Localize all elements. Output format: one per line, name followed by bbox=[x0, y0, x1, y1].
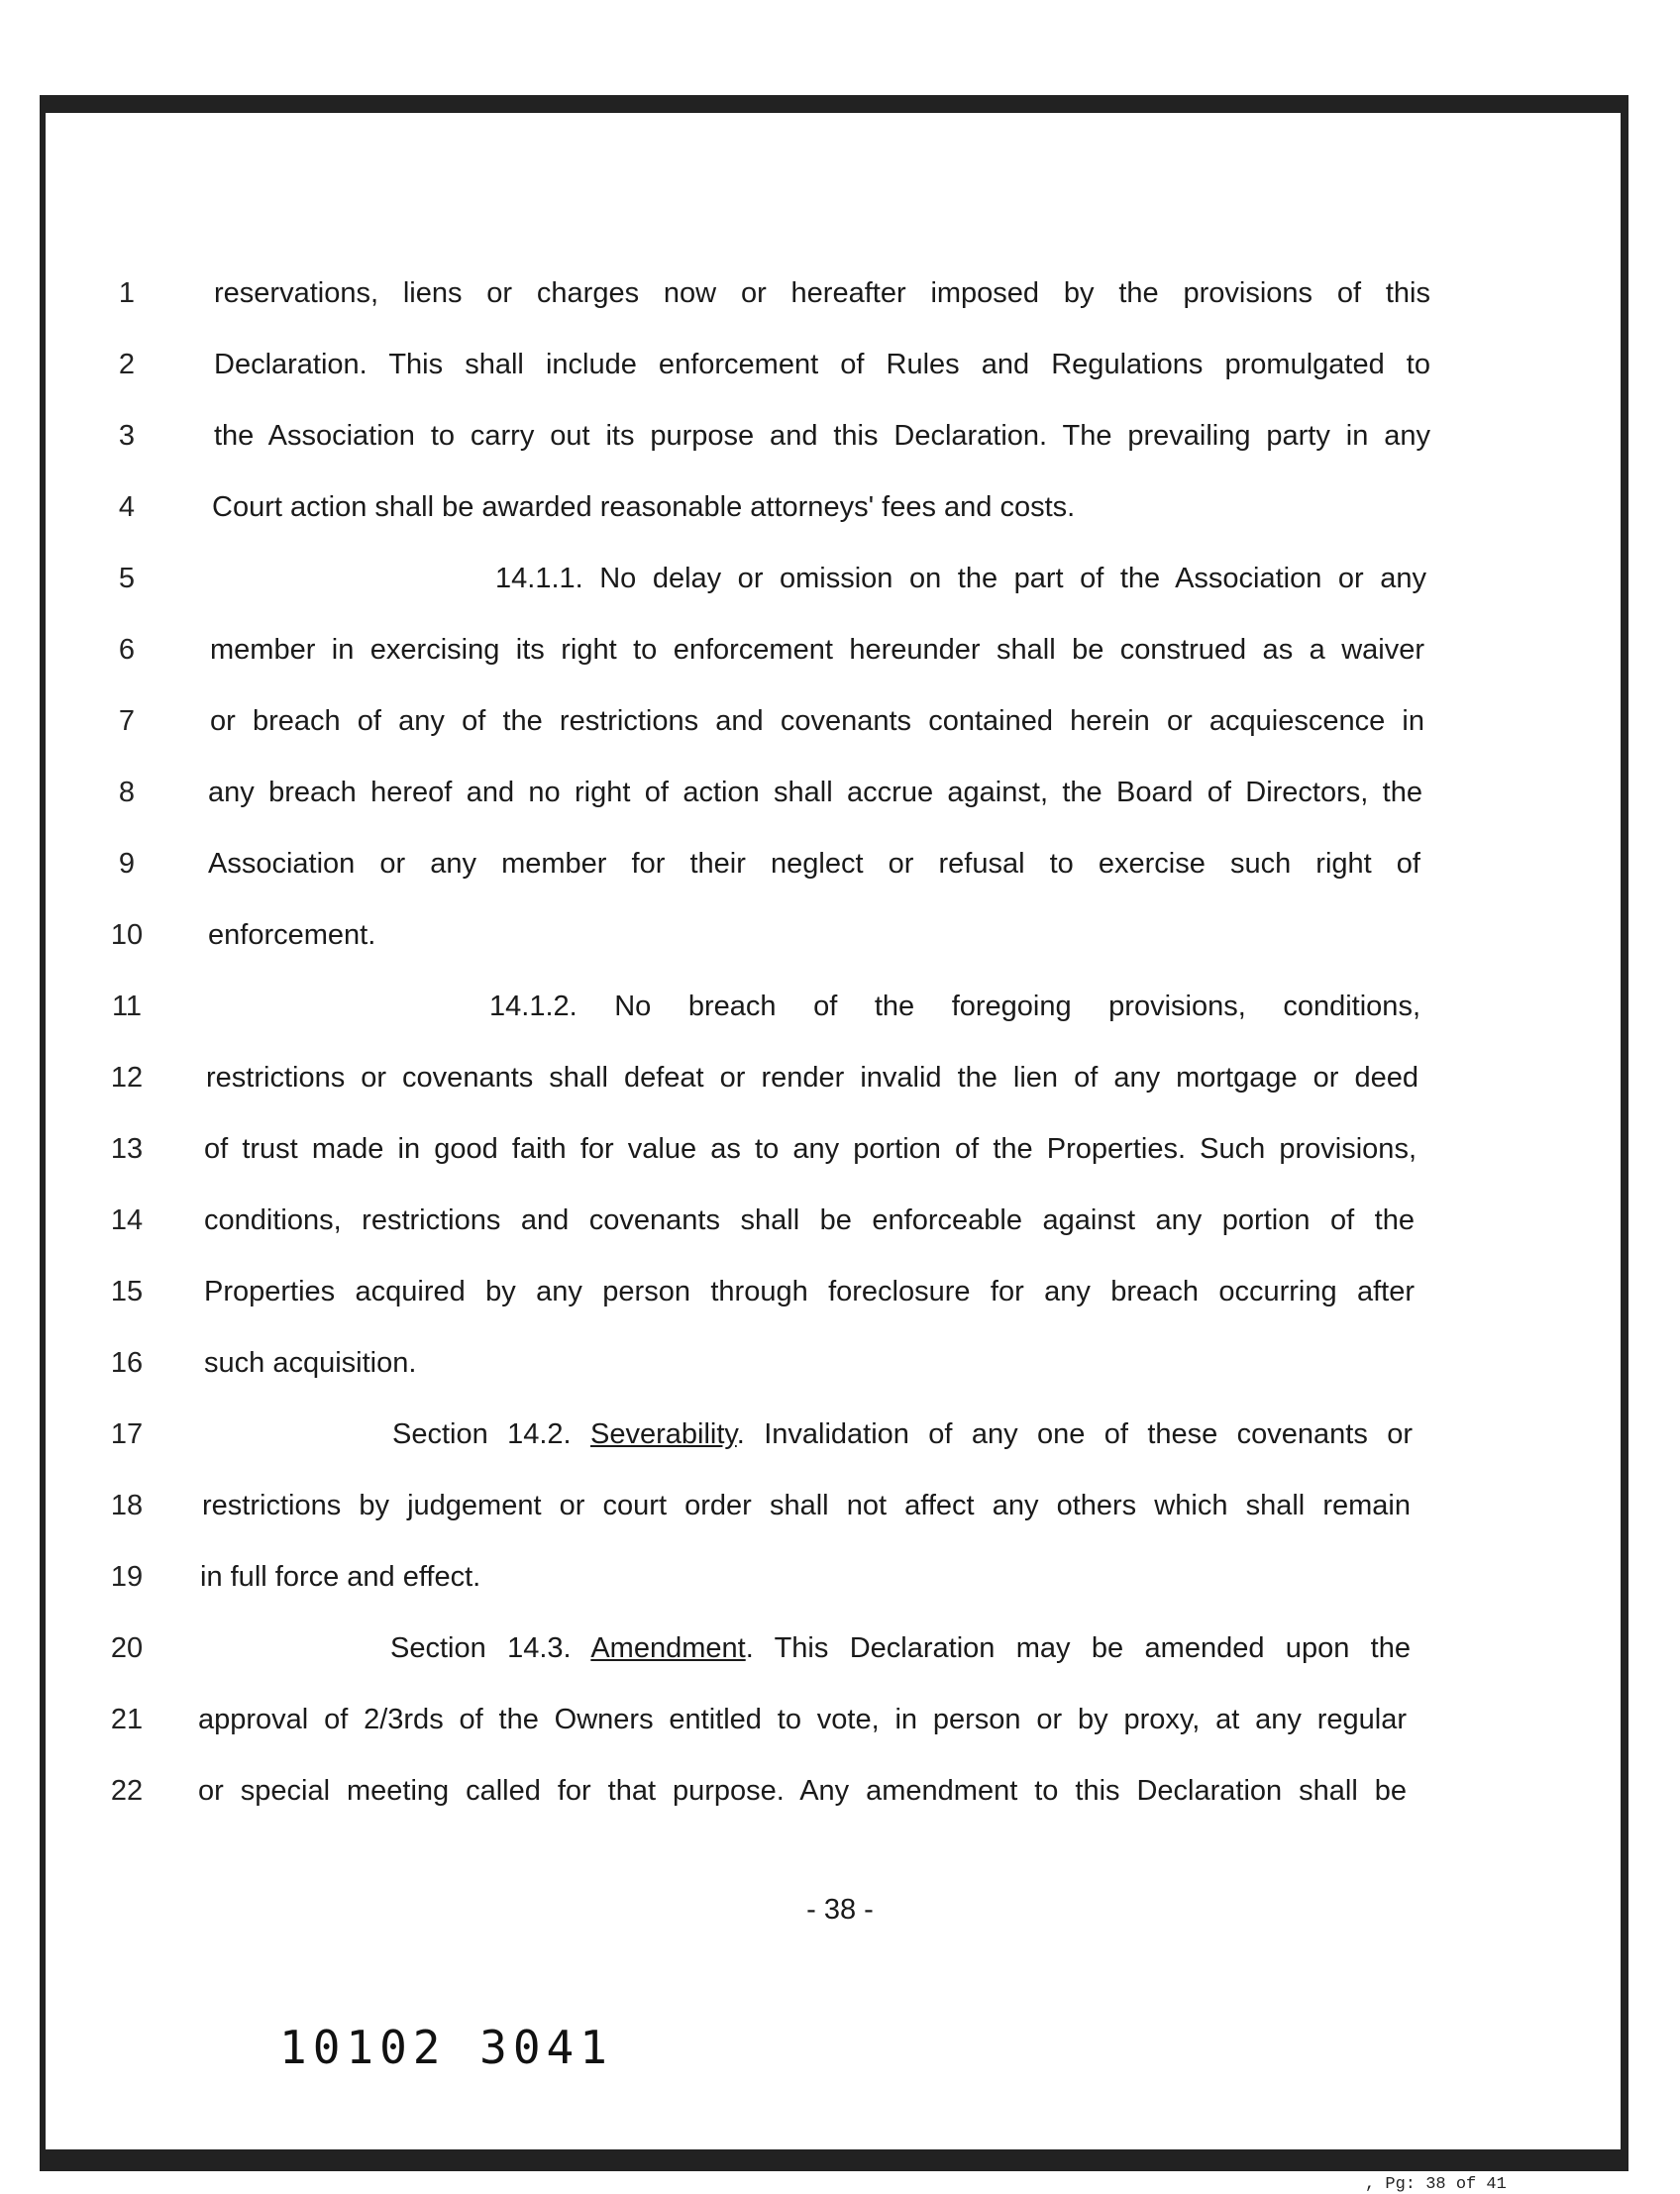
text-line bbox=[0, 273, 1680, 313]
line-number: 13 bbox=[110, 1133, 144, 1165]
text-line bbox=[0, 1700, 1680, 1739]
line-text: of trust made in good faith for value as to any portion of the Properties. Such provisions, bbox=[204, 1133, 1417, 1165]
text-line bbox=[0, 345, 1680, 384]
text-line bbox=[0, 1058, 1680, 1097]
line-text: 14.1.2. No breach of the foregoing provisions, conditions, bbox=[489, 991, 1420, 1022]
line-number: 5 bbox=[118, 563, 136, 594]
line-text: or special meeting called for that purpose. Any amendment to this Declaration shall be bbox=[198, 1775, 1407, 1807]
line-number: 15 bbox=[110, 1276, 144, 1307]
text-line bbox=[0, 773, 1680, 812]
page-count-label: , Pg: 38 of 41 bbox=[1365, 2175, 1507, 2194]
line-number: 18 bbox=[110, 1490, 144, 1521]
section-text: . Invalidation of any one of these covenants or bbox=[736, 1418, 1414, 1450]
line-number: 16 bbox=[110, 1347, 144, 1379]
line-number: 12 bbox=[110, 1062, 144, 1094]
line-number: 8 bbox=[118, 777, 136, 808]
page-number: - 38 - bbox=[806, 1894, 874, 1926]
line-number: 6 bbox=[118, 634, 136, 666]
text-line bbox=[0, 1343, 1680, 1383]
line-number: 21 bbox=[110, 1704, 144, 1735]
line-text: Court action shall be awarded reasonable attorneys' fees and costs. bbox=[212, 491, 1076, 523]
line-number: 2 bbox=[118, 349, 136, 380]
line-number: 20 bbox=[110, 1632, 144, 1664]
text-line bbox=[0, 987, 1680, 1026]
line-number: 4 bbox=[118, 491, 136, 523]
scan-border-bottom bbox=[40, 2149, 1627, 2171]
text-line bbox=[0, 915, 1680, 955]
text-line bbox=[0, 1557, 1680, 1597]
line-text: enforcement. bbox=[208, 919, 376, 951]
text-line bbox=[0, 1201, 1680, 1240]
text-line bbox=[0, 1771, 1680, 1811]
line-text bbox=[392, 1414, 1413, 1454]
line-text: Declaration. This shall include enforcement of Rules and Regulations promulgated to bbox=[214, 349, 1430, 380]
line-text: or breach of any of the restrictions and covenants contained herein or acquiescence in bbox=[210, 705, 1424, 737]
scan-border-top bbox=[40, 95, 1627, 113]
text-line bbox=[0, 1486, 1680, 1525]
text-line bbox=[0, 844, 1680, 884]
stamped-document-number: 10102 3041 bbox=[279, 2021, 613, 2074]
section-text: . This Declaration may be amended upon the bbox=[745, 1632, 1411, 1664]
text-line bbox=[0, 1129, 1680, 1169]
line-text: any breach hereof and no right of action shall accrue against, the Board of Directors, the bbox=[208, 777, 1422, 808]
line-number: 1 bbox=[118, 277, 136, 309]
line-text: Association or any member for their neglect or refusal to exercise such right of bbox=[208, 848, 1420, 880]
text-line bbox=[0, 1414, 1680, 1454]
line-text: reservations, liens or charges now or hereafter imposed by the provisions of this bbox=[214, 277, 1430, 309]
text-line bbox=[0, 416, 1680, 456]
line-number: 19 bbox=[110, 1561, 144, 1593]
line-number: 10 bbox=[110, 919, 144, 951]
line-text: restrictions by judgement or court order shall not affect any others which shall remain bbox=[202, 1490, 1411, 1521]
line-number: 14 bbox=[110, 1204, 144, 1236]
line-text: the Association to carry out its purpose and this Declaration. The prevailing party in any bbox=[214, 420, 1430, 452]
section-number: Section 14.2. bbox=[392, 1418, 590, 1450]
section-heading-severability: Severability bbox=[590, 1418, 737, 1450]
line-text: such acquisition. bbox=[204, 1347, 417, 1379]
section-heading-amendment: Amendment bbox=[590, 1632, 746, 1664]
section-number: Section 14.3. bbox=[390, 1632, 591, 1664]
text-line bbox=[0, 487, 1680, 527]
text-line bbox=[0, 1628, 1680, 1668]
line-number: 9 bbox=[118, 848, 136, 880]
line-text: 14.1.1. No delay or omission on the part of the Association or any bbox=[495, 563, 1426, 594]
text-line bbox=[0, 1272, 1680, 1311]
line-text bbox=[390, 1628, 1411, 1668]
line-text: member in exercising its right to enforcement hereunder shall be construed as a waiver bbox=[210, 634, 1424, 666]
line-number: 3 bbox=[118, 420, 136, 452]
text-line bbox=[0, 559, 1680, 598]
line-text: in full force and effect. bbox=[200, 1561, 481, 1593]
line-number: 17 bbox=[110, 1418, 144, 1450]
line-number: 22 bbox=[110, 1775, 144, 1807]
text-line bbox=[0, 701, 1680, 741]
line-text: conditions, restrictions and covenants shall be enforceable against any portion of the bbox=[204, 1204, 1415, 1236]
line-number: 7 bbox=[118, 705, 136, 737]
line-text: approval of 2/3rds of the Owners entitled to vote, in person or by proxy, at any regular bbox=[198, 1704, 1407, 1735]
text-line bbox=[0, 630, 1680, 670]
line-text: Properties acquired by any person through foreclosure for any breach occurring after bbox=[204, 1276, 1415, 1307]
line-text: restrictions or covenants shall defeat or render invalid the lien of any mortgage or deed bbox=[206, 1062, 1418, 1094]
line-number: 11 bbox=[111, 991, 143, 1022]
